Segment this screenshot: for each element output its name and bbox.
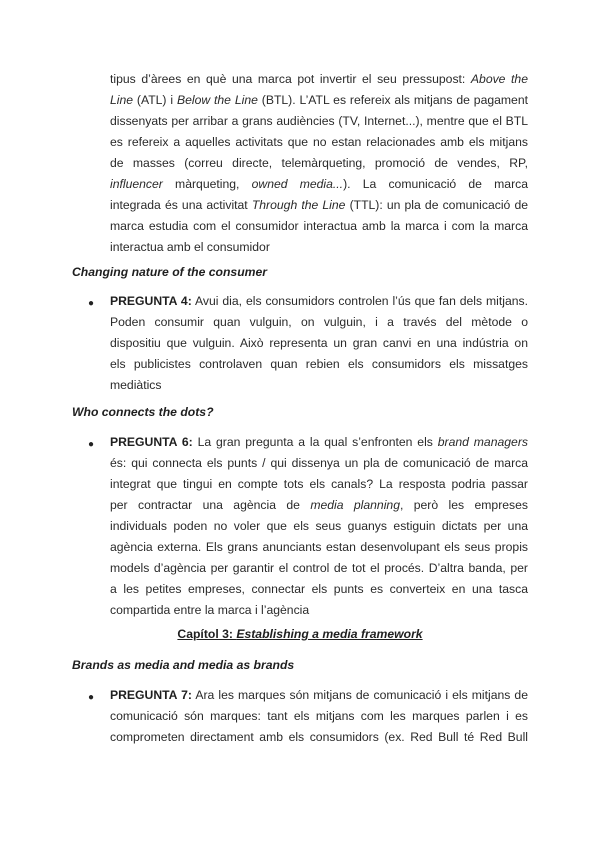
bullet-icon: ● [88,439,95,450]
text-run: dissenyats per arribar a grans audiències (TV, Internet...), mentre que el BTL [110,114,528,128]
text-run: marca estudia com el consumidor interactua amb la marca i com la marca [110,219,528,233]
text-run: integrada és una activitat [110,198,252,212]
text-run: tipus d’àrees en què una marca pot invertir el seu pressupost: [110,72,471,86]
question-label: PREGUNTA 7: [110,688,192,702]
section-heading-consumer: Changing nature of the consumer [72,265,268,279]
text-line [110,706,528,727]
italic-term: Below the Line [176,93,258,107]
text-run: a les petites empreses, connectar els punts es converteix en una tasca [110,582,528,596]
text-line [110,312,528,333]
text-line [110,195,528,216]
text-line [110,600,528,621]
question-label: PREGUNTA 4: [110,294,192,308]
italic-term: media planning [310,498,400,512]
text-line [110,111,528,132]
bullet-icon: ● [88,692,95,703]
italic-term: owned media... [251,177,344,191]
chapter-label: Capítol 3: [177,627,237,641]
text-line [110,685,528,706]
section-heading-dots: Who connects the dots? [72,405,214,419]
text-line [110,237,528,258]
italic-term: brand managers [437,435,528,449]
text-run: (ATL) i [133,93,177,107]
text-run: es refereix a aquelles activitats que no estan relacionades amb els mitjans [110,135,528,149]
text-run: integrat que tingui en compte tots els canals? La resposta podria passar [110,477,528,491]
text-run: Avui dia, els consumidors controlen l’ús que fan dels mitjans. [191,294,528,308]
text-line [110,558,528,579]
text-run: màrqueting, [162,177,252,191]
text-line [110,375,528,396]
text-line [110,132,528,153]
text-line [110,354,528,375]
bullet-icon: ● [88,298,95,309]
text-line [110,727,528,748]
text-run: (TTL): un pla de comunicació de [345,198,529,212]
text-line [110,291,528,312]
text-run: de masses (correu directe, telemàrqueting, promoció de vendes, RP, [110,156,528,170]
text-run: dispositiu que vulguin. Això representa un gran canvi en una indústria on [110,336,528,350]
text-line [110,495,528,516]
text-run: ). La comunicació de marca [343,177,529,191]
text-run: comunicació són marques: tant els mitjans com les marques parlen i es [110,709,528,723]
chapter-name: Establishing a media framework [236,627,423,641]
text-run: (BTL). L’ATL es refereix als mitjans de pagament [257,93,529,107]
pregunta-4-paragraph [110,291,528,396]
pregunta-7-paragraph [110,685,528,748]
text-line [110,516,528,537]
text-run: agència externa. Els grans anunciants estan desenvolupant els seus propis [110,540,528,554]
text-line [110,69,528,90]
text-line [110,333,528,354]
text-line [110,474,528,495]
chapter-title [0,624,600,645]
text-run: Ara les marques són mitjans de comunicació i els mitjans de [191,688,528,702]
text-line [110,432,528,453]
pregunta-6-paragraph [110,432,528,621]
text-run: mediàtics [110,378,162,392]
italic-term: Through the Line [251,198,346,212]
text-run: interactua amb el consumidor [110,240,270,254]
text-run: , però les empreses [399,498,529,512]
text-line [110,90,528,111]
text-run: compartida entre la marca i l’agència [110,603,310,617]
text-line [110,453,528,474]
text-run: és: qui connecta els punts / qui dissenya un pla de comunicació de marca [110,456,528,470]
text-line [110,174,528,195]
text-line [110,579,528,600]
text-run: La gran pregunta a la qual s’enfronten els [192,435,438,449]
text-line [110,153,528,174]
text-line [110,537,528,558]
italic-term: Line [110,93,134,107]
section-heading-brands: Brands as media and media as brands [72,658,295,672]
text-line [110,216,528,237]
text-run: Poden consumir quan vulguin, on vulguin, i a través del mètode o [110,315,528,329]
italic-term: influencer [110,177,163,191]
italic-term: Above the [470,72,528,86]
text-run: comprometen directament amb els consumidors (ex. Red Bull té Red Bull [110,730,528,744]
text-run: per contractar una agència de [110,498,311,512]
intro-paragraph [110,69,528,258]
text-run: individuals poden no voler que els seus guanys estiguin dictats per una [110,519,528,533]
text-run: els publicistes controlaven quan rebien els consumidors els missatges [110,357,528,371]
text-run: models d’agència per garantir el control de tot el procés. D’altra banda, per [110,561,528,575]
question-label: PREGUNTA 6: [110,435,193,449]
